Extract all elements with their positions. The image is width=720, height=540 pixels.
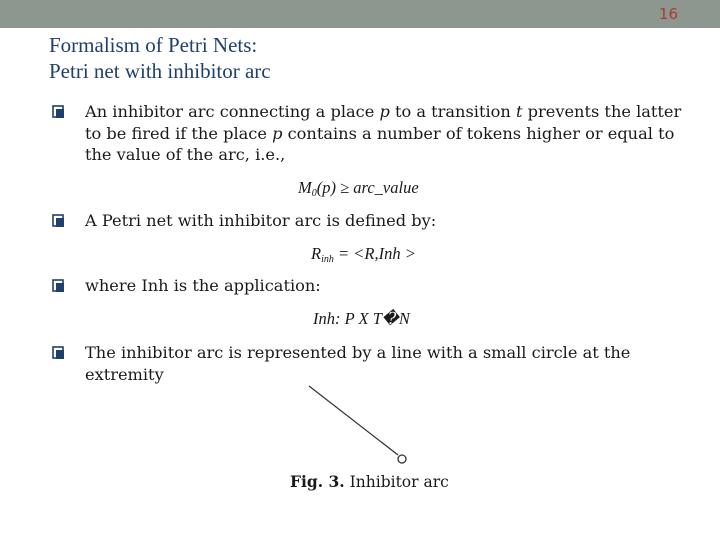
inhibitor-circle-icon <box>398 455 406 463</box>
bullet-text-4: The inhibitor arc is represented by a line with a small circle at the extremity <box>85 343 631 384</box>
formula-marking-condition: $M_0(p)$ ≥ arc_value <box>298 178 419 199</box>
bullet-text-3: where Inh is the application: <box>85 276 321 295</box>
formula-application: Inh: P X T�N <box>313 309 410 328</box>
arc-line <box>309 386 398 455</box>
formula-definition: $R_{inh} = <R,Inh$ > <box>311 244 416 265</box>
page-number: 16 <box>658 5 678 23</box>
bullet-text-1: An inhibitor arc connecting a place p to a transition t prevents the latter to be fired if the place p contains a number of tokens higher or equal to the value of the arc, i.e., <box>85 102 682 164</box>
title-line-1: Formalism of Petri Nets: <box>49 33 258 57</box>
bullet-text-2: A Petri net with inhibitor arc is defined by: <box>85 211 437 230</box>
figure-caption: Fig. 3. Inhibitor arc <box>290 472 449 491</box>
title-line-2: Petri net with inhibitor arc <box>49 59 271 83</box>
